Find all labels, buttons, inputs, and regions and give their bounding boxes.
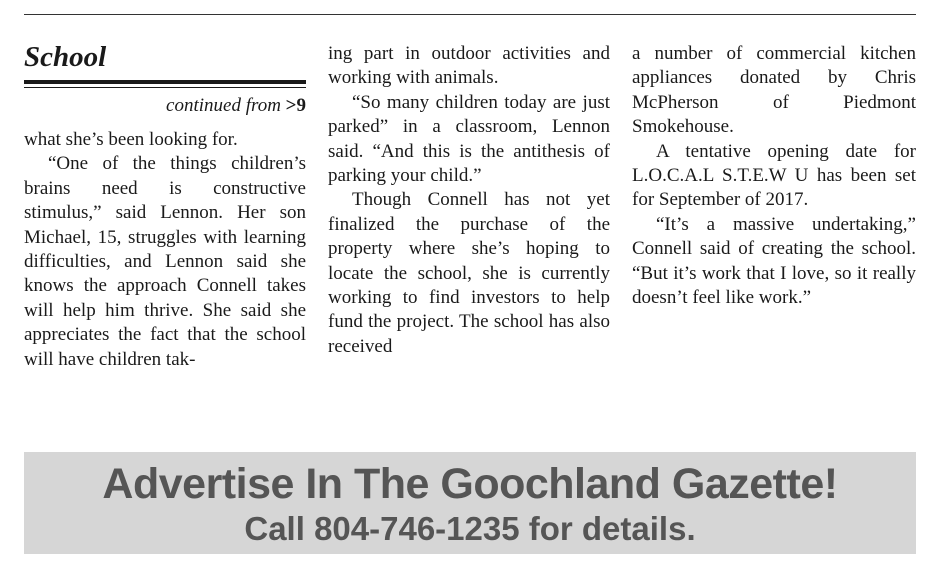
article-column-3 bbox=[632, 42, 916, 310]
paragraph: “It’s a massive undertaking,” Connell said of creating the school. “But it’s work that I love, so it really doesn’t feel like work.” bbox=[632, 213, 916, 309]
paragraph: “One of the things children’s brains need is constructive stimulus,” said Lennon. Her son Michael, 15, struggles with learning difficulties, and Lennon said she knows the approach Connell takes will help him thrive. She said she appreciates the fact that the school will have children tak- bbox=[24, 153, 306, 370]
headline-rule-thin bbox=[24, 87, 306, 88]
paragraph: what she’s been looking for. bbox=[24, 129, 238, 150]
continued-from-label: continued from bbox=[166, 95, 286, 116]
paragraph: Though Connell has not yet finalized the purchase of the property where she’s hoping to locate the school, she is currently working to find investors to help fund the project. The school has also received bbox=[328, 189, 610, 357]
paragraph: ing part in outdoor activities and working with animals. bbox=[328, 43, 610, 89]
continued-page-ref: >9 bbox=[285, 95, 306, 116]
ad-title: Advertise In The Goochland Gazette! bbox=[102, 460, 838, 508]
paragraph: “So many children today are just parked” in a classroom, Lennon said. “And this is the antithesis of parking your child.” bbox=[328, 91, 610, 187]
paragraph: A tentative opening date for L.O.C.A.L S.T.E.W U has been set for September of 2017. bbox=[632, 140, 916, 211]
article-headline: School bbox=[24, 41, 107, 73]
paragraph: a number of commercial kitchen appliances donated by Chris McPherson of Piedmont Smokehouse. bbox=[632, 43, 916, 138]
headline-rule-thick bbox=[24, 80, 306, 84]
advertisement-banner bbox=[24, 452, 916, 554]
article-column-2 bbox=[328, 42, 610, 359]
top-rule bbox=[24, 14, 916, 15]
continued-from bbox=[24, 94, 306, 118]
article-column-1 bbox=[24, 40, 306, 372]
ad-subtitle: Call 804-746-1235 for details. bbox=[244, 510, 696, 547]
